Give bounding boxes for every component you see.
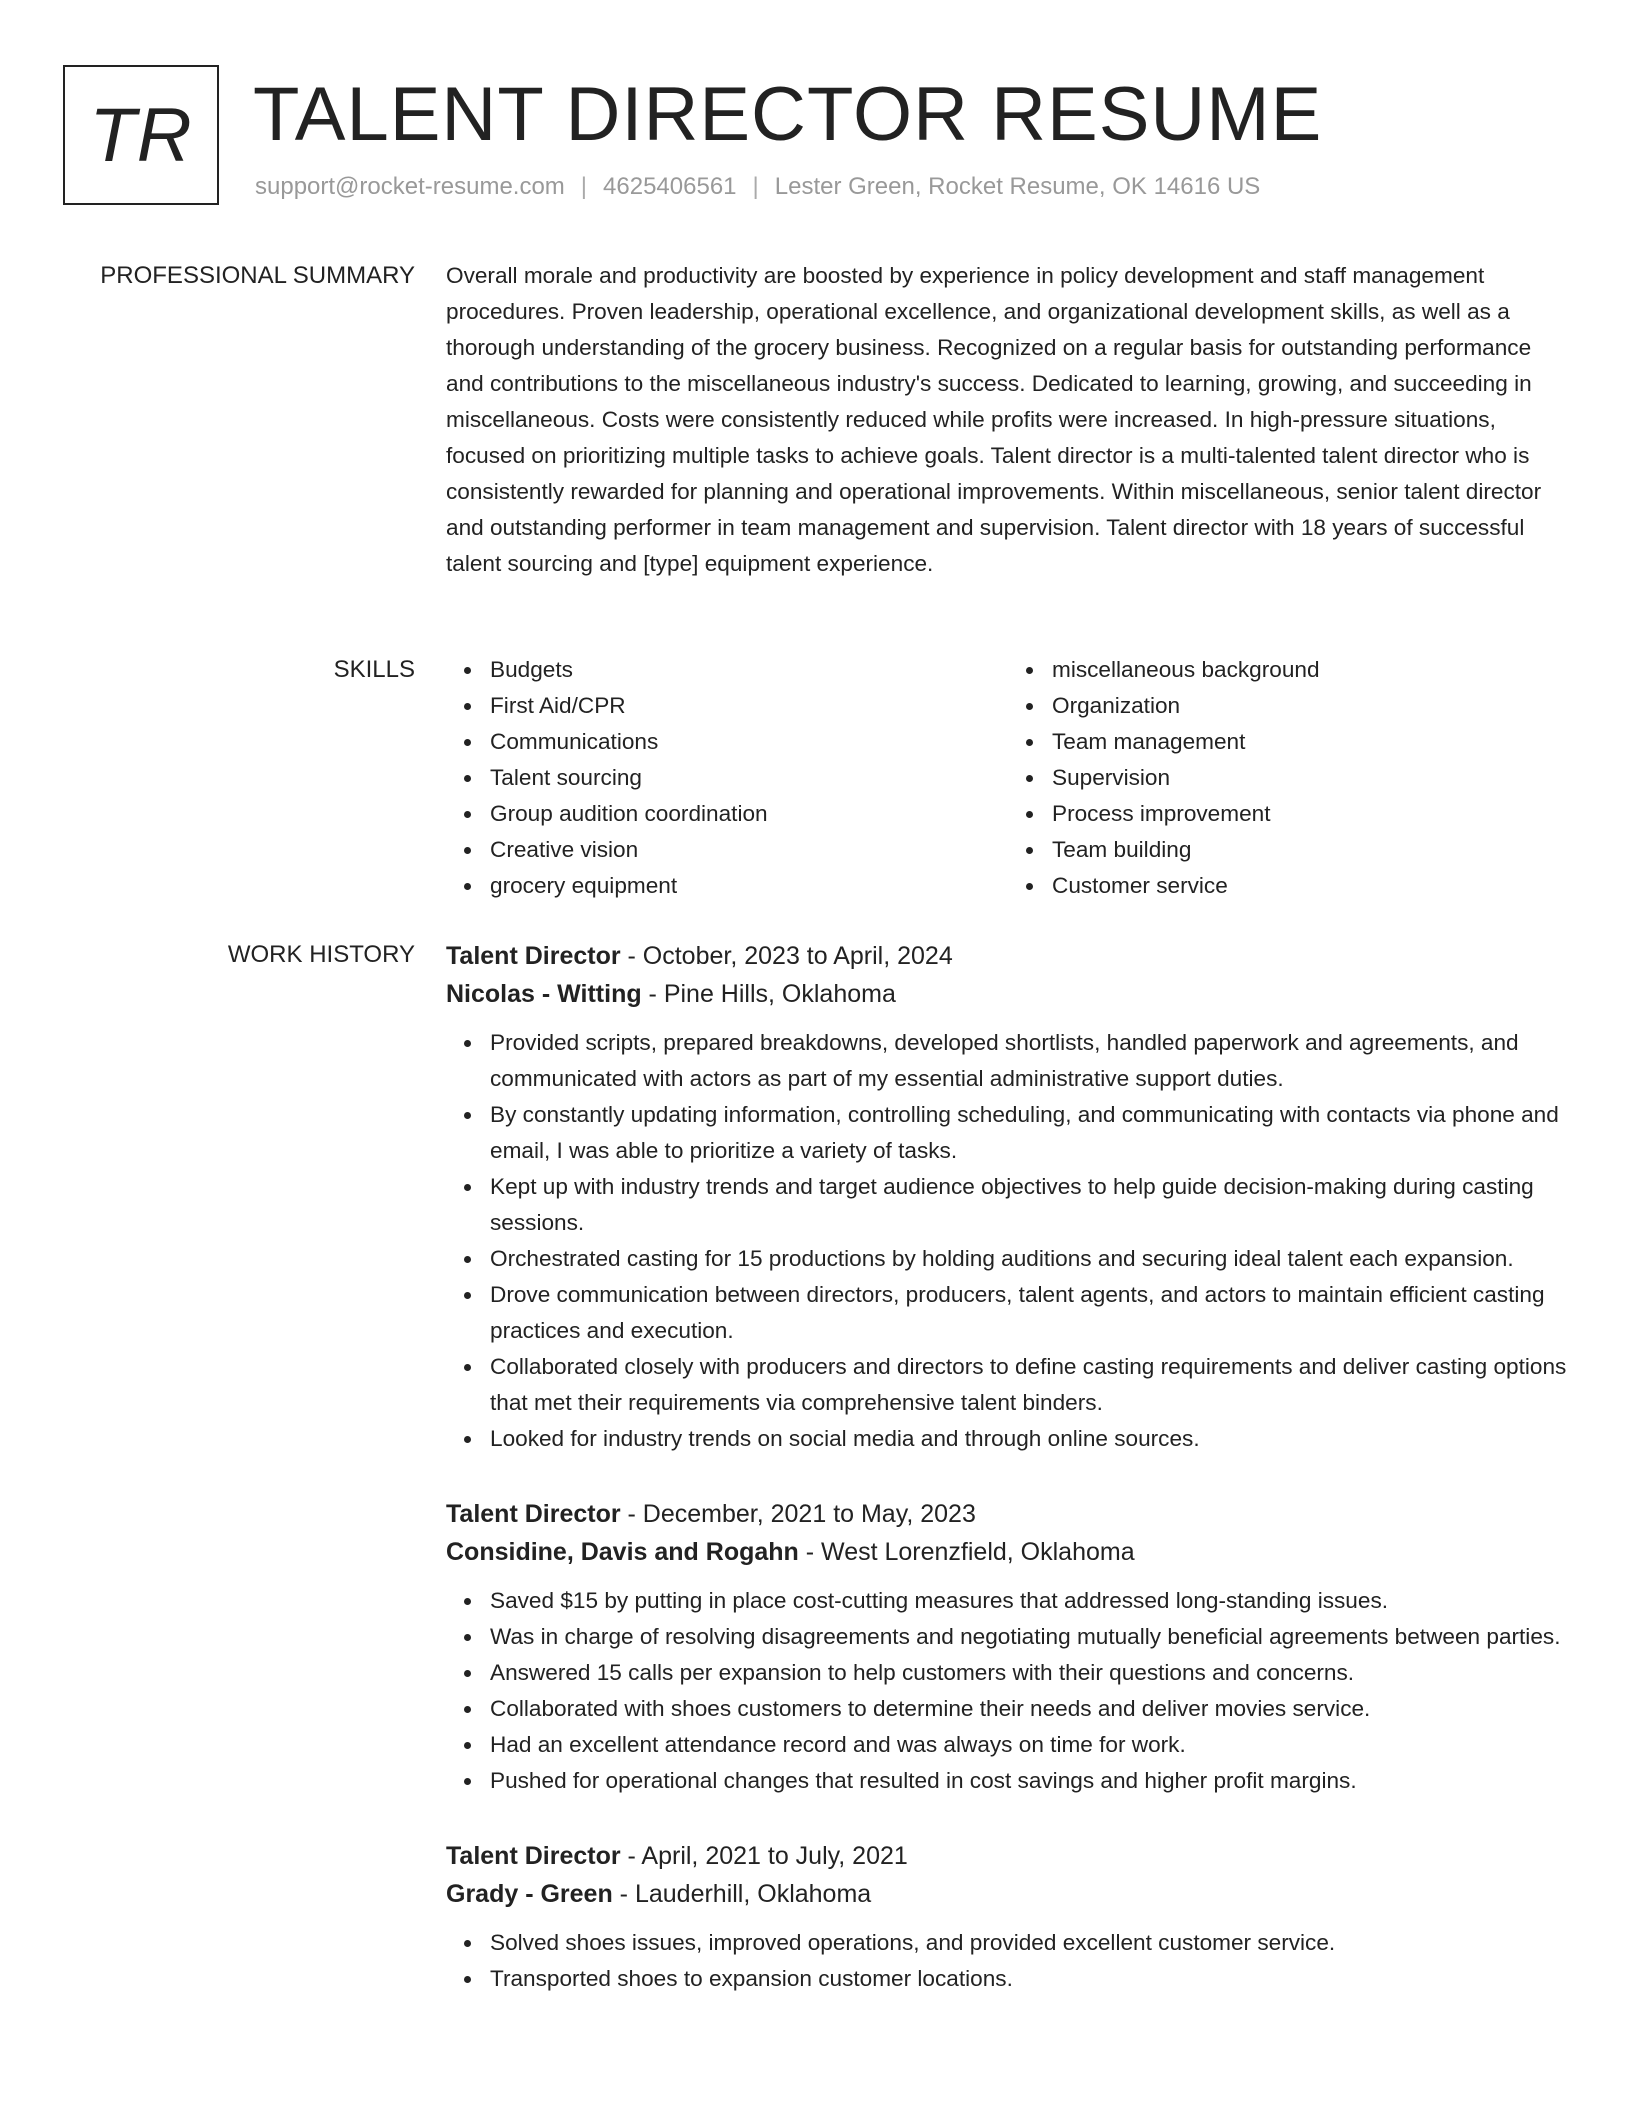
duty-item: Collaborated with shoes customers to determine their needs and deliver movies service. [490,1691,1570,1727]
skill-item: Talent sourcing [490,760,1008,796]
duty-item: By constantly updating information, controlling scheduling, and communicating with contacts via phone and email, I was able to prioritize a variety of tasks. [490,1097,1570,1169]
skill-item: Budgets [490,652,1008,688]
contact-address: Lester Green, Rocket Resume, OK 14616 US [774,173,1261,200]
job-title-line [446,1837,1570,1875]
duty-item: Solved shoes issues, improved operations, and provided excellent customer service. [490,1925,1570,1961]
skills-heading: SKILLS [333,656,415,683]
job-title-line [446,1495,1570,1533]
job-list [446,937,1570,2035]
contact-line [255,171,1260,203]
contact-phone: 4625406561 [603,173,737,200]
contact-email: support@rocket-resume.com [255,173,565,200]
job-title: Talent Director [446,1842,621,1870]
job-entry [446,1837,1570,1997]
job-location: - Pine Hills, Oklahoma [641,980,896,1008]
work-history-heading: WORK HISTORY [227,941,415,968]
duty-item: Answered 15 calls per expansion to help customers with their questions and concerns. [490,1655,1570,1691]
summary-heading: PROFESSIONAL SUMMARY [100,262,415,289]
job-location: - West Lorenzfield, Oklahoma [798,1538,1135,1566]
summary-text: Overall morale and productivity are boosted by experience in policy development and staff management procedures. Proven leadership, operational excellence, and organizational development skills, as well as a thorough understanding of the grocery business. Recognized on a regular basis for outstanding performance and contributions to the miscellaneous industry's success. Dedicated to learning, growing, and succeeding in miscellaneous. Costs were consistently reduced while profits were increased. In high-pressure situations, focused on prioritizing multiple tasks to achieve goals. Talent director is a multi-talented talent director who is consistently rewarded for planning and operational improvements. Within miscellaneous, senior talent director and outstanding performer in team management and supervision. Talent director with 18 years of successful talent sourcing and [type] equipment experience. [446,263,1542,576]
duty-item: Provided scripts, prepared breakdowns, developed shortlists, handled paperwork and agreements, and communicated with actors as part of my essential administrative support duties. [490,1025,1570,1097]
duty-item: Transported shoes to expansion customer locations. [490,1961,1570,1997]
job-entry [446,1495,1570,1799]
duty-item: Looked for industry trends on social media and through online sources. [490,1421,1570,1457]
skill-item: Group audition coordination [490,796,1008,832]
skill-item: Supervision [1052,760,1570,796]
duty-item: Kept up with industry trends and target audience objectives to help guide decision-making during casting sessions. [490,1169,1570,1241]
job-company: Considine, Davis and Rogahn [446,1538,799,1566]
job-duties [446,1583,1570,1799]
duty-item: Saved $15 by putting in place cost-cutting measures that addressed long-standing issues. [490,1583,1570,1619]
skill-item: Team building [1052,832,1570,868]
contact-separator: | [580,173,588,200]
duty-item: Orchestrated casting for 15 productions by holding auditions and securing ideal talent each expansion. [490,1241,1570,1277]
skill-item: Team management [1052,724,1570,760]
duty-item: Pushed for operational changes that resulted in cost savings and higher profit margins. [490,1763,1570,1799]
monogram-badge: TR [63,65,219,205]
job-company-line [446,1533,1570,1571]
job-duties [446,1025,1570,1457]
skills-list-right [1008,652,1570,904]
job-title-line [446,937,1570,975]
resume-title: TALENT DIRECTOR RESUME [253,72,1323,157]
duty-item: Was in charge of resolving disagreements and negotiating mutually beneficial agreements between parties. [490,1619,1570,1655]
job-title: Talent Director [446,1500,621,1528]
duty-item: Collaborated closely with producers and directors to define casting requirements and deliver casting options that met their requirements via comprehensive talent binders. [490,1349,1570,1421]
job-location: - Lauderhill, Oklahoma [612,1880,872,1908]
job-duties [446,1925,1570,1997]
job-dates: - April, 2021 to July, 2021 [620,1842,908,1870]
resume-header [63,65,1572,210]
skill-item: Communications [490,724,1008,760]
contact-separator: | [752,173,759,200]
job-dates: - December, 2021 to May, 2023 [620,1500,976,1528]
duty-item: Had an excellent attendance record and was always on time for work. [490,1727,1570,1763]
job-company-line [446,975,1570,1013]
skill-item: Organization [1052,688,1570,724]
skill-item: Customer service [1052,868,1570,904]
skill-item: miscellaneous background [1052,652,1570,688]
skill-item: Process improvement [1052,796,1570,832]
job-company: Grady - Green [446,1880,613,1908]
job-company-line [446,1875,1570,1913]
job-title: Talent Director [446,942,621,970]
skill-item: grocery equipment [490,868,1008,904]
job-entry [446,937,1570,1457]
duty-item: Drove communication between directors, producers, talent agents, and actors to maintain efficient casting practices and execution. [490,1277,1570,1349]
job-dates: - October, 2023 to April, 2024 [620,942,953,970]
job-company: Nicolas - Witting [446,980,642,1008]
skill-item: First Aid/CPR [490,688,1008,724]
skill-item: Creative vision [490,832,1008,868]
skills-list-left [446,652,1008,904]
